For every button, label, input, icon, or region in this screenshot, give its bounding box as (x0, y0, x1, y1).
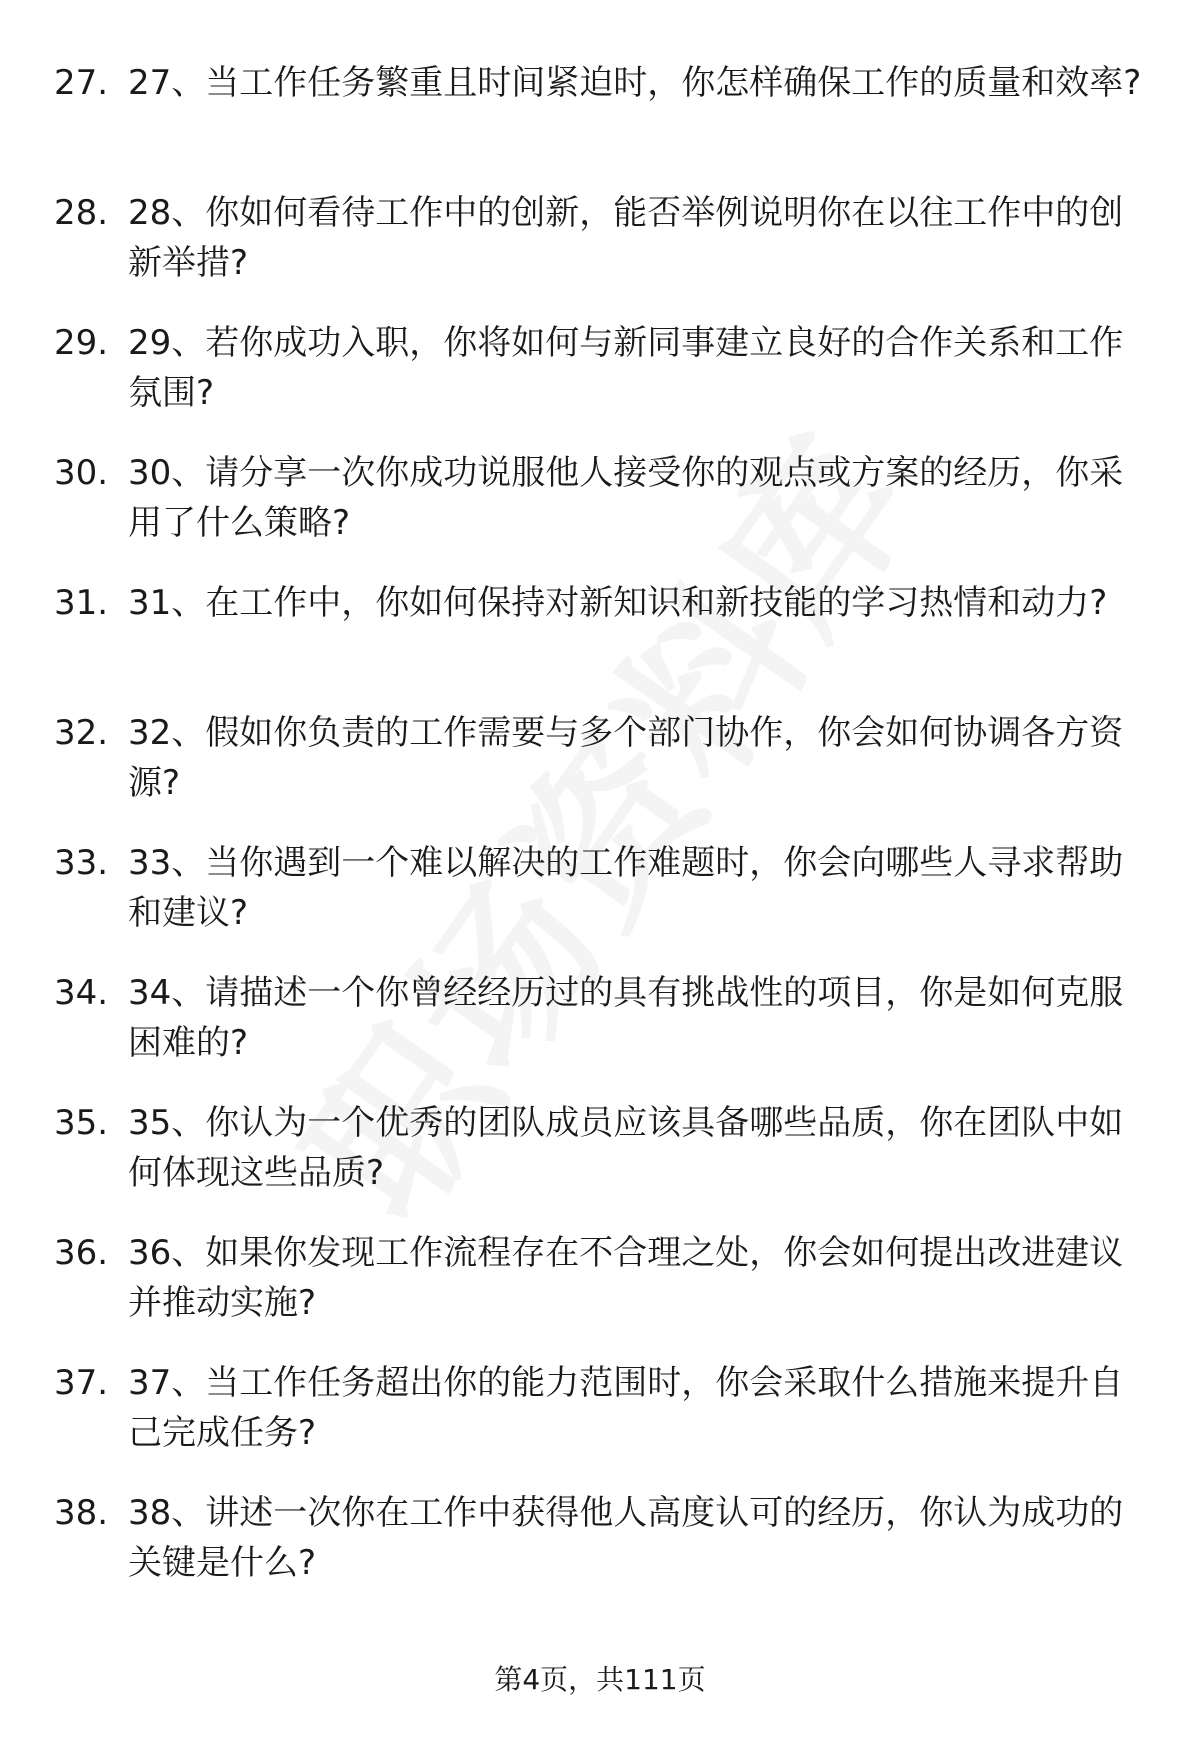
question-number: 32. (54, 713, 109, 753)
question-item-27 (0, 58, 1200, 188)
question-text: 31、在工作中，你如何保持对新知识和新技能的学习热情和动力? (128, 583, 1108, 623)
question-item-33 (0, 838, 1200, 968)
question-text: 35、你认为一个优秀的团队成员应该具备哪些品质，你在团队中如何体现这些品质? (128, 1103, 1124, 1193)
question-number: 34. (54, 973, 109, 1013)
question-number: 38. (54, 1493, 109, 1533)
question-number: 36. (54, 1233, 109, 1273)
question-item-29 (0, 318, 1200, 448)
question-number: 28. (54, 193, 109, 233)
question-text: 38、讲述一次你在工作中获得他人高度认可的经历，你认为成功的关键是什么? (128, 1493, 1124, 1583)
question-text: 36、如果你发现工作流程存在不合理之处，你会如何提出改进建议并推动实施? (128, 1233, 1124, 1323)
question-item-37 (0, 1358, 1200, 1488)
question-text: 27、当工作任务繁重且时间紧迫时，你怎样确保工作的质量和效率? (128, 63, 1142, 103)
question-item-34 (0, 968, 1200, 1098)
question-text: 34、请描述一个你曾经经历过的具有挑战性的项目，你是如何克服困难的? (128, 973, 1124, 1063)
page-number-footer: 第4页，共111页 (494, 1663, 706, 1696)
question-text: 28、你如何看待工作中的创新，能否举例说明你在以往工作中的创新举措? (128, 193, 1124, 283)
question-item-28 (0, 188, 1200, 318)
question-text: 37、当工作任务超出你的能力范围时，你会采取什么措施来提升自己完成任务? (128, 1363, 1124, 1453)
question-item-38 (0, 1488, 1200, 1618)
question-item-35 (0, 1098, 1200, 1228)
question-number: 37. (54, 1363, 109, 1403)
question-number: 35. (54, 1103, 109, 1143)
question-item-32 (0, 708, 1200, 838)
question-item-31 (0, 578, 1200, 708)
question-number: 29. (54, 323, 109, 363)
question-list (0, 58, 1200, 1618)
question-number: 33. (54, 843, 109, 883)
question-item-36 (0, 1228, 1200, 1358)
question-number: 30. (54, 453, 109, 493)
question-text: 33、当你遇到一个难以解决的工作难题时，你会向哪些人寻求帮助和建议? (128, 843, 1124, 933)
question-text: 30、请分享一次你成功说服他人接受你的观点或方案的经历，你采用了什么策略? (128, 453, 1124, 543)
question-text: 32、假如你负责的工作需要与多个部门协作，你会如何协调各方资源? (128, 713, 1124, 803)
question-text: 29、若你成功入职，你将如何与新同事建立良好的合作关系和工作氛围? (128, 323, 1124, 413)
question-item-30 (0, 448, 1200, 578)
question-number: 31. (54, 583, 109, 623)
question-number: 27. (54, 63, 109, 103)
